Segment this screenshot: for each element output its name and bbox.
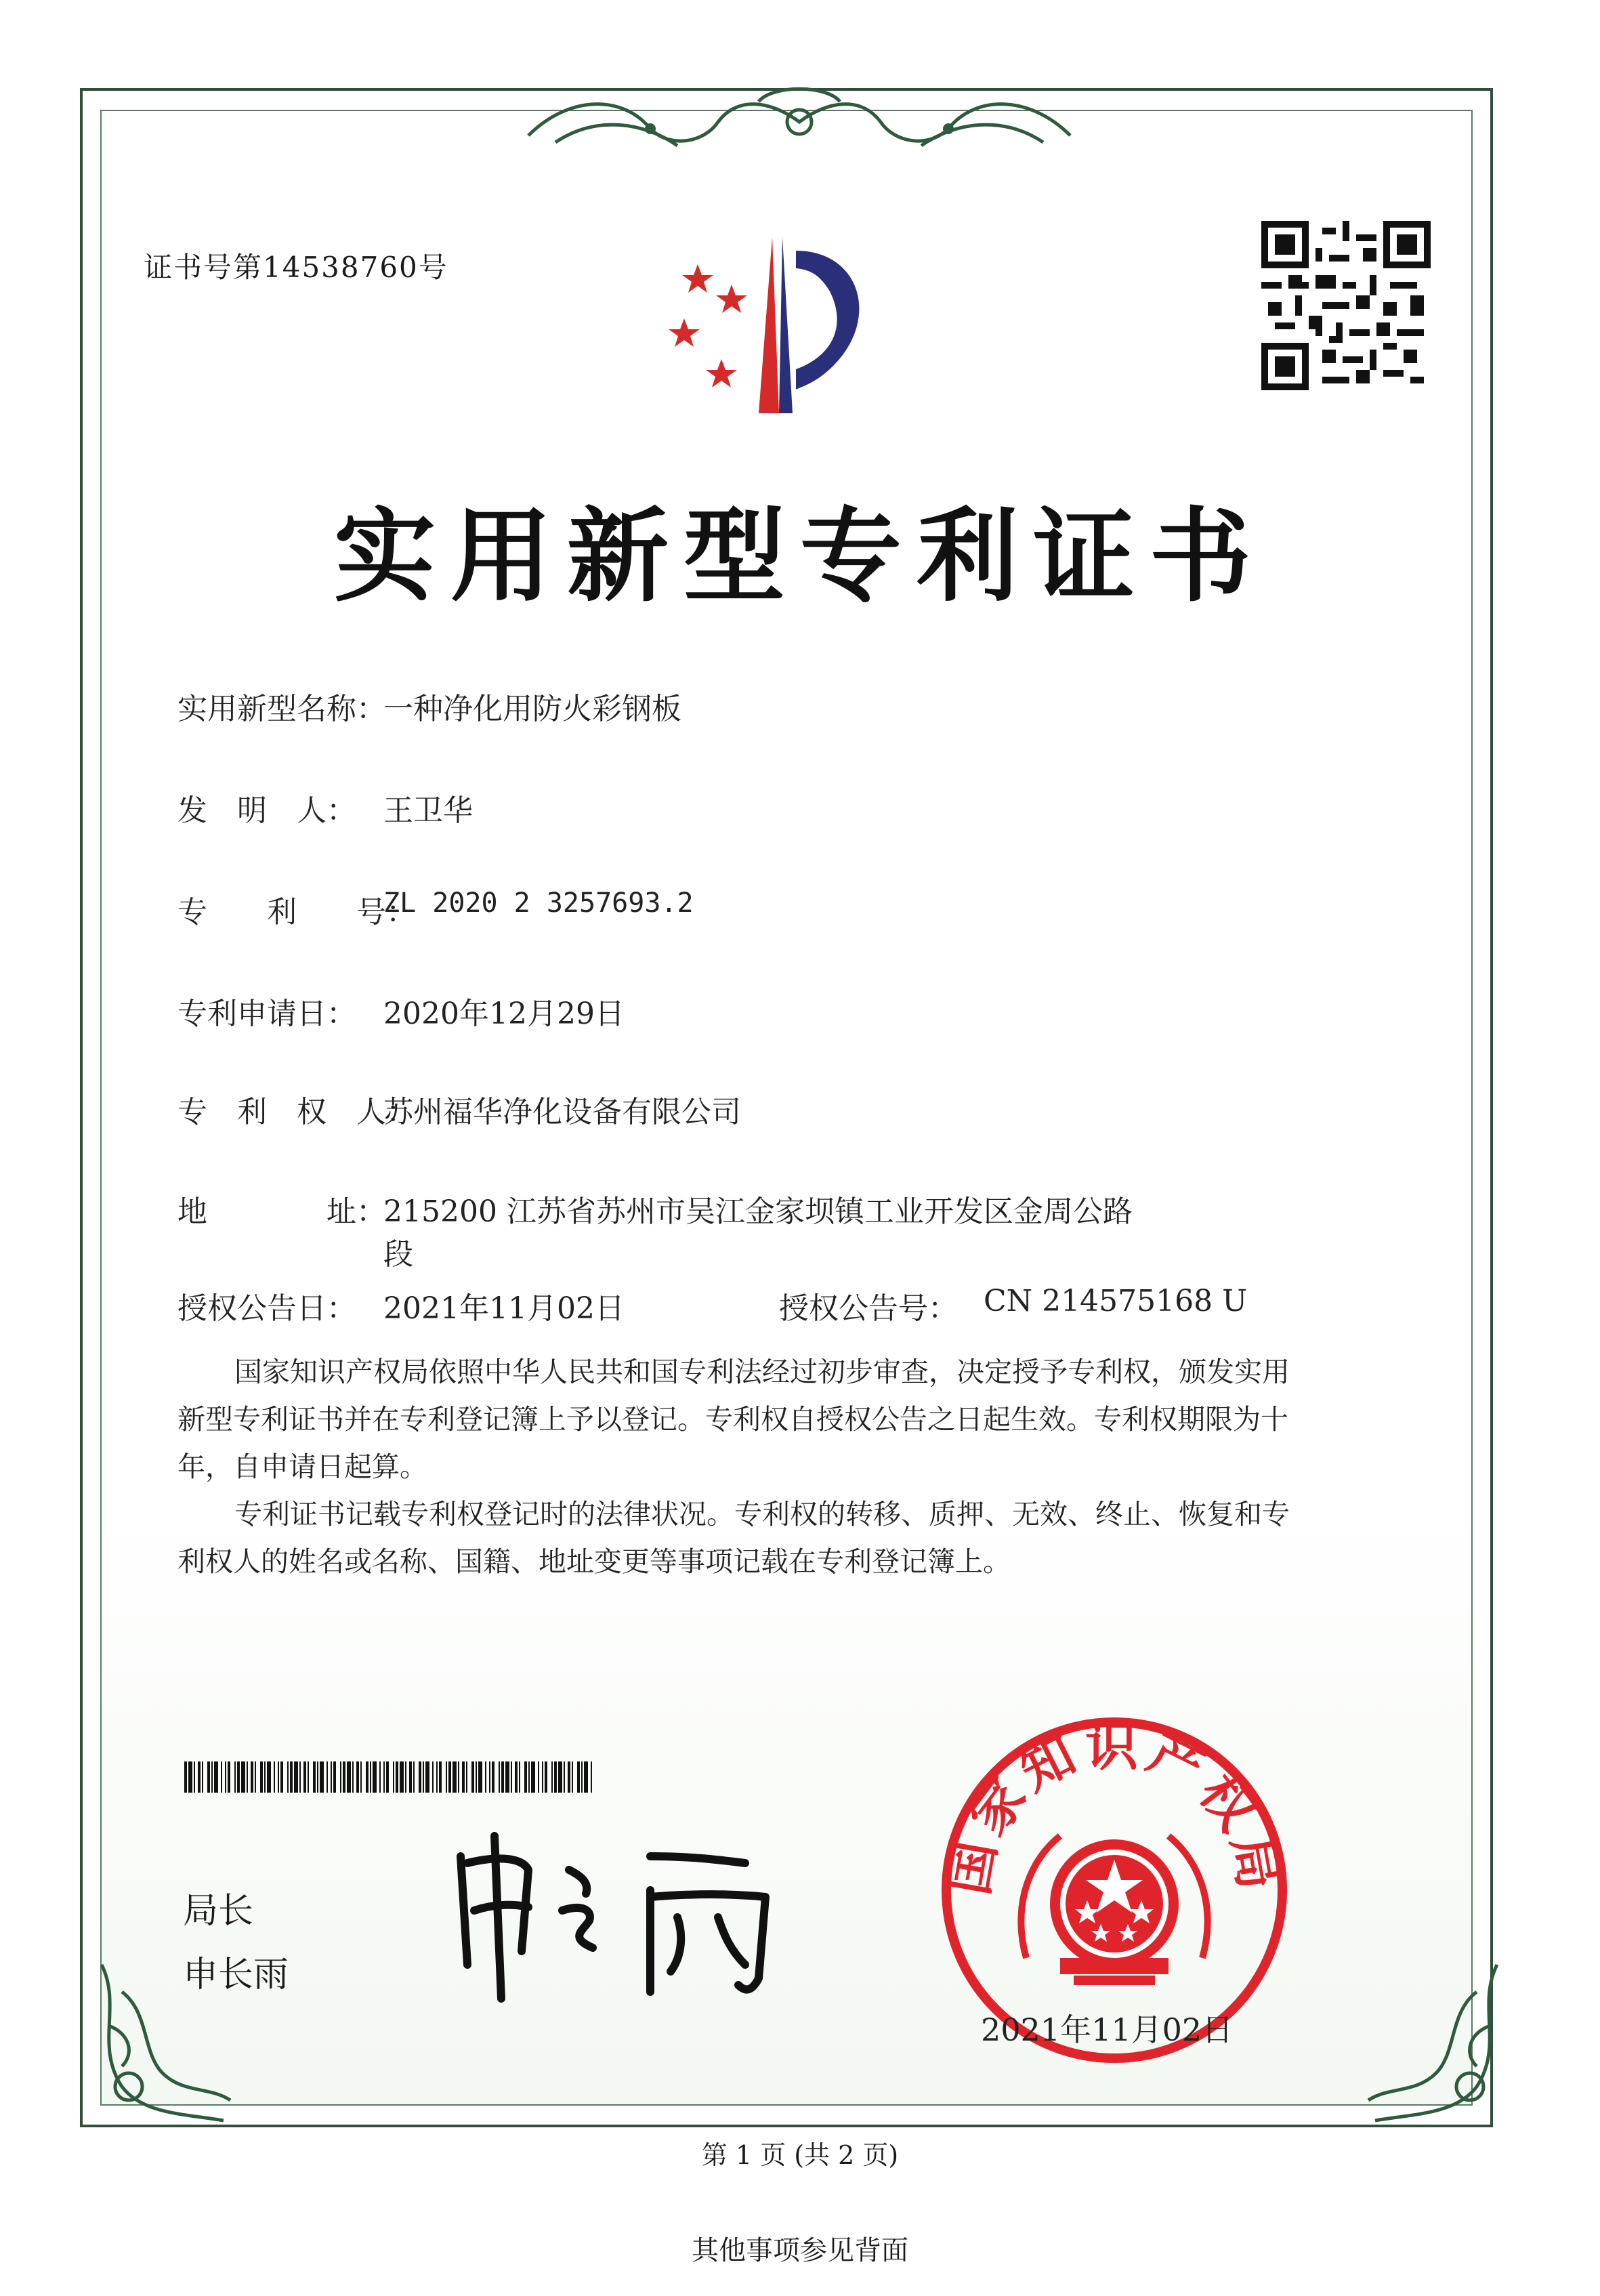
name-label: 实用新型名称： — [177, 692, 386, 726]
director-name: 申长雨 — [183, 1955, 289, 1995]
certificate-number: 证书号第14538760号 — [144, 251, 448, 284]
seal-date: 2021年11月02日 — [981, 2011, 1234, 2048]
grant-date-value: 2021年11月02日 — [383, 1291, 625, 1326]
body-paragraph-line: 年，自申请日起算。 — [177, 1450, 427, 1483]
filing-date-label: 专利申请日： — [177, 997, 356, 1031]
footer-note: 其他事项参见背面 — [692, 2235, 908, 2266]
grant-date-label: 授权公告日： — [177, 1291, 356, 1326]
inventor-label: 发 明 人： — [177, 793, 356, 828]
bottom-right-ornament — [1355, 1951, 1517, 2127]
body-paragraph-line: 利权人的姓名或名称、国籍、地址变更等事项记载在专利登记簿上。 — [177, 1545, 1011, 1578]
filing-date-value: 2020年12月29日 — [383, 997, 625, 1031]
patent-number-value: ZL 2020 2 3257693.2 — [383, 888, 694, 919]
grant-number-label: 授权公告号： — [779, 1291, 958, 1326]
director-signature — [447, 1829, 799, 2005]
patentee-value: 苏州福华净化设备有限公司 — [383, 1095, 741, 1129]
patentee-label: 专 利 权 人： — [177, 1095, 416, 1129]
top-ornament — [515, 81, 1084, 163]
qr-code — [1261, 221, 1431, 390]
page-indicator: 第 1 页 (共 2 页) — [701, 2140, 899, 2170]
address-line-2: 段 — [383, 1237, 413, 1272]
director-title: 局长 — [183, 1891, 254, 1932]
seal-text: 国家知识产权局 — [938, 1717, 1290, 1900]
address-line-1: 215200 江苏省苏州市吴江金家坝镇工业开发区金周公路 — [383, 1194, 1133, 1229]
patent-number-label: 专 利 号： — [177, 895, 416, 930]
grant-number-value: CN 214575168 U — [984, 1284, 1248, 1318]
name-value: 一种净化用防火彩钢板 — [383, 692, 681, 726]
barcode — [184, 1761, 593, 1793]
body-paragraph-line: 新型专利证书并在专利登记簿上予以登记。专利权自授权公告之日起生效。专利权期限为十 — [177, 1403, 1288, 1436]
body-paragraph-line: 国家知识产权局依照中华人民共和国专利法经过初步审查，决定授予专利权，颁发实用 — [234, 1356, 1290, 1388]
page-title: 实用新型专利证书 — [333, 497, 1266, 616]
address-label: 地 址： — [177, 1194, 386, 1229]
inventor-value: 王卫华 — [383, 793, 473, 828]
patent-office-logo-icon — [657, 224, 901, 427]
body-paragraph-line: 专利证书记载专利权登记时的法律状况。专利权的转移、质押、无效、终止、恢复和专 — [234, 1498, 1290, 1530]
